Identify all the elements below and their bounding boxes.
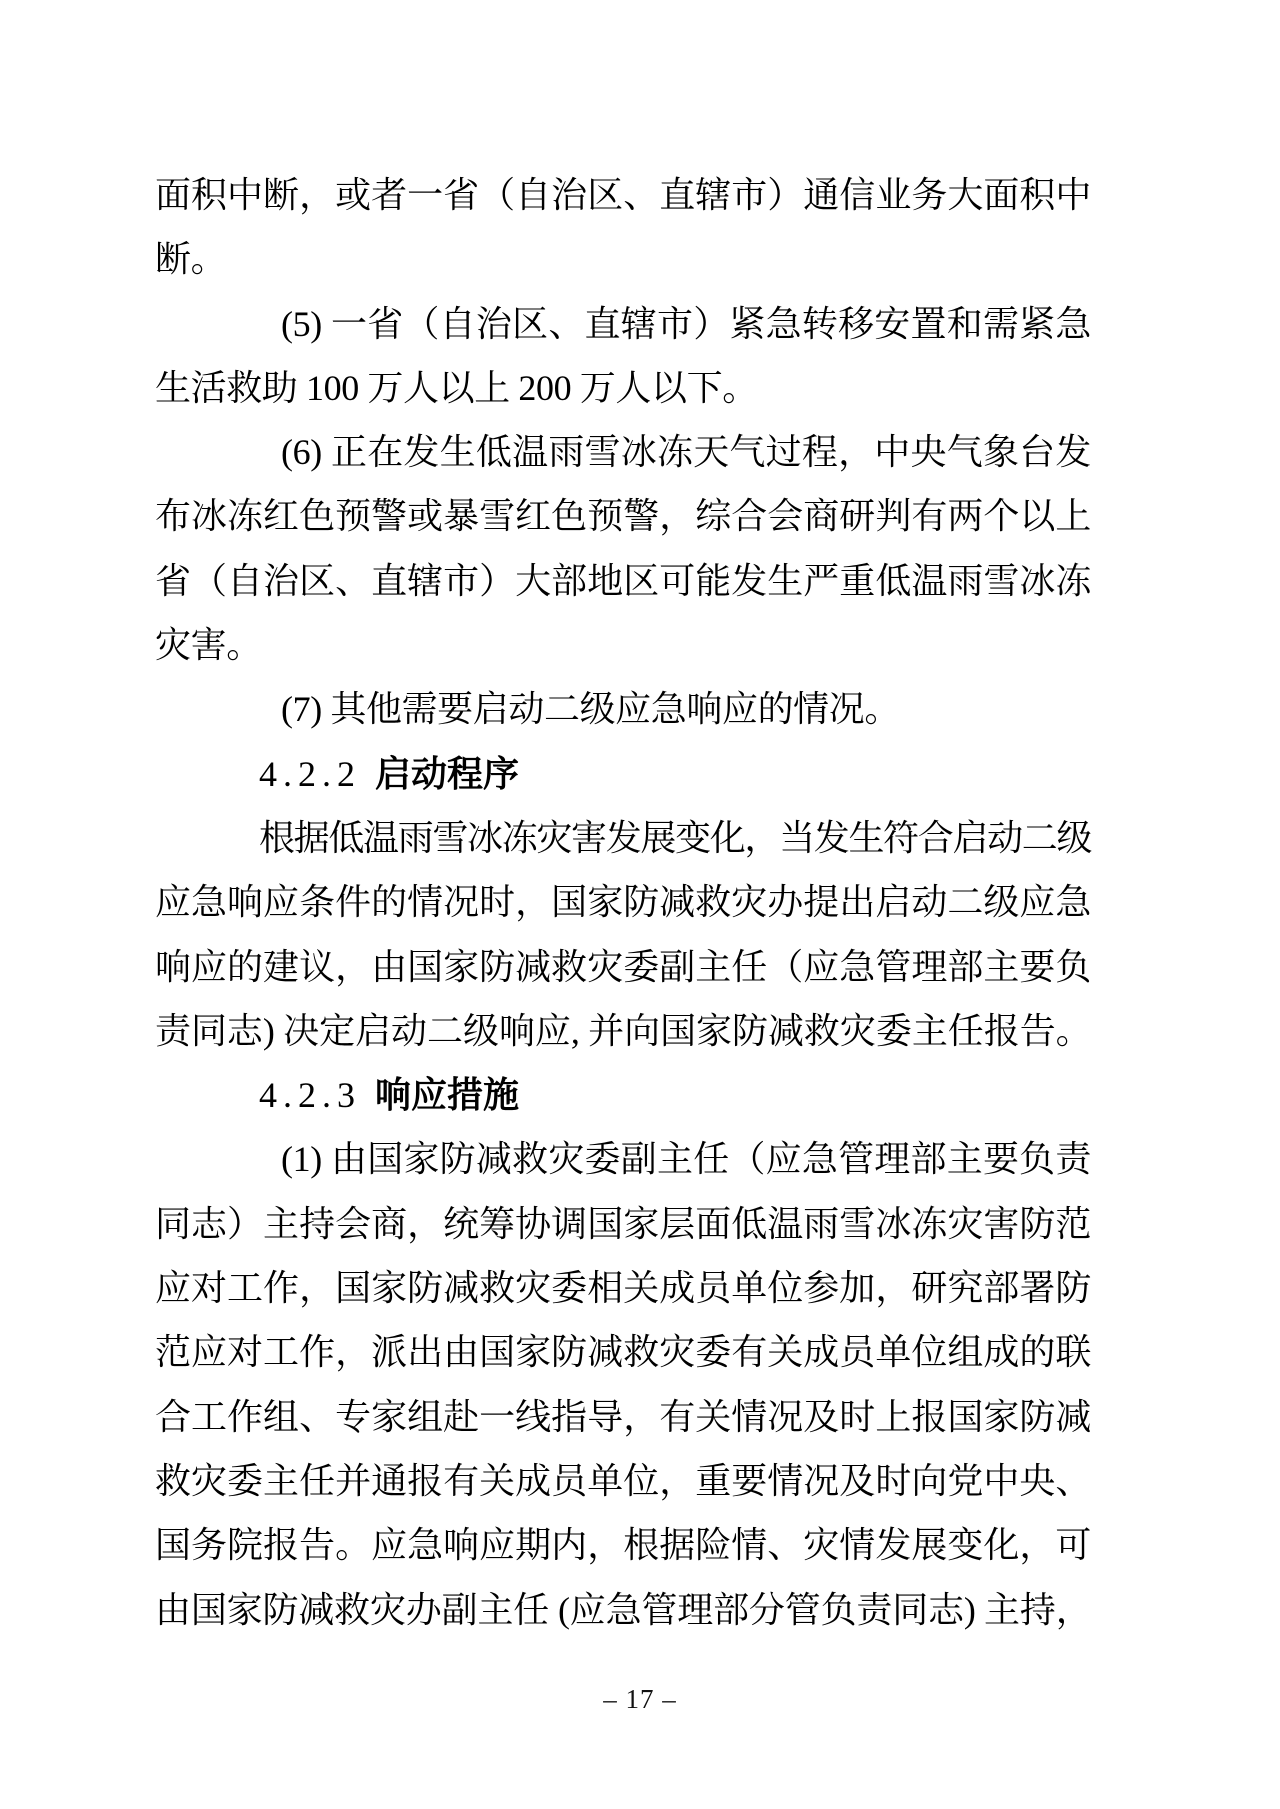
text-line: 根据低温雨雪冰冻灾害发展变化，当发生符合启动二级 <box>259 817 1091 858</box>
text-line: 应对工作，国家防减救灾委相关成员单位参加，研究部署防 <box>155 1268 1091 1309</box>
text-line: 生活救助 100 万人以上 200 万人以下。 <box>155 367 758 408</box>
text-line: 同志）主持会商，统筹协调国家层面低温雨雪冰冻灾害防范 <box>155 1203 1091 1244</box>
text-line: (6) 正在发生低温雨雪冰冻天气过程，中央气象台发 <box>281 432 1091 473</box>
text-line: (7) 其他需要启动二级应急响应的情况。 <box>281 689 900 730</box>
text-line: 响应的建议，由国家防减救灾委副主任（应急管理部主要负 <box>155 946 1091 987</box>
text-line: 救灾委主任并通报有关成员单位，重要情况及时向党中央、 <box>155 1460 1091 1501</box>
text-line: (1) 由国家防减救灾委副主任（应急管理部主要负责 <box>281 1139 1091 1180</box>
text-line: 范应对工作，派出由国家防减救灾委有关成员单位组成的联 <box>155 1332 1091 1373</box>
text-line: 面积中断，或者一省（自治区、直辖市）通信业务大面积中 <box>155 175 1091 215</box>
text-line: (5) 一省（自治区、直辖市）紧急转移安置和需紧急 <box>281 303 1091 344</box>
section-title: 启动程序 <box>375 752 520 794</box>
section-number: 4.2.3 <box>259 1075 361 1116</box>
text-line: 由国家防减救灾办副主任 (应急管理部分管负责同志) 主持， <box>155 1589 1091 1630</box>
text-line: 省（自治区、直辖市）大部地区可能发生严重低温雨雪冰冻 <box>155 560 1091 601</box>
text-block <box>155 163 1091 1642</box>
text-line: 责同志) 决定启动二级响应, 并向国家防减救灾委主任报告。 <box>155 1010 1091 1051</box>
text-line: 灾害。 <box>155 625 262 666</box>
text-line: 合工作组、专家组赴一线指导，有关情况及时上报国家防减 <box>155 1396 1091 1437</box>
section-number: 4.2.2 <box>259 753 361 794</box>
text-line: 国务院报告。应急响应期内，根据险情、灾情发展变化，可 <box>155 1525 1091 1566</box>
section-title: 响应措施 <box>375 1074 520 1116</box>
text-line: 应急响应条件的情况时，国家防减救灾办提出启动二级应急 <box>155 882 1091 923</box>
page-number: – 17 – <box>603 1684 677 1714</box>
section-heading <box>155 742 1091 806</box>
section-heading <box>155 1063 1091 1127</box>
text-line: 断。 <box>155 239 227 280</box>
text-line: 布冰冻红色预警或暴雪红色预警，综合会商研判有两个以上 <box>155 496 1091 537</box>
